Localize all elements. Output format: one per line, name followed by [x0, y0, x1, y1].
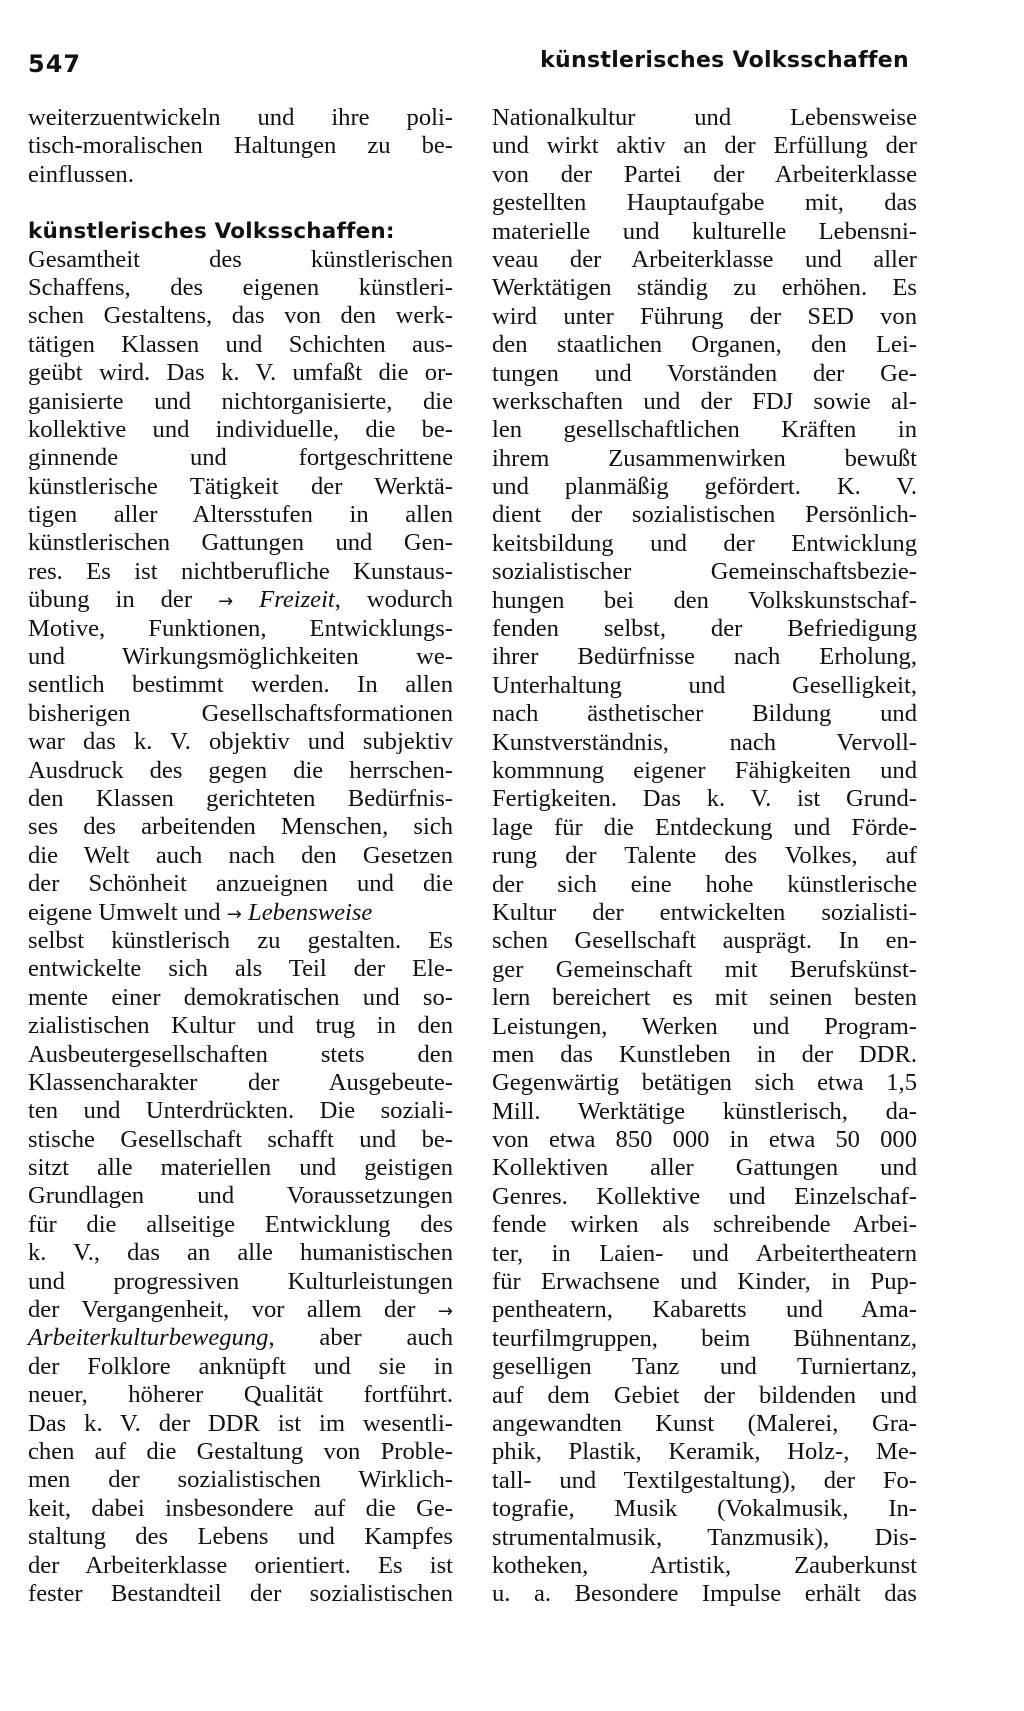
text-segment: übung in der [28, 586, 193, 614]
arrow-icon: → [437, 1301, 453, 1323]
text-line: von der Partei der Arbeiterklasse [492, 160, 917, 188]
text-line: fende wirken als schreibende Arbei- [492, 1211, 917, 1239]
text-line: veau der Arbeiterklasse und aller [492, 245, 917, 273]
text-line: ses des arbeitenden Menschen, sich [28, 813, 453, 841]
text-line: Ausdruck des gegen die herrschen- [28, 756, 453, 784]
text-line [28, 899, 453, 927]
text-line: kommnung eigener Fähigkeiten und [492, 756, 917, 784]
text-line: auf dem Gebiet der bildenden und [492, 1381, 917, 1409]
text-line: keitsbildung und der Entwicklung [492, 529, 917, 557]
text-line: dient der sozialistischen Persönlich- [492, 501, 917, 529]
text-line: für die allseitige Entwicklung des [28, 1210, 453, 1238]
text-line: len gesellschaftlichen Kräften in [492, 416, 917, 444]
text-line: tisch-moralischen Haltungen zu be- [28, 132, 453, 160]
text-line: zialistischen Kultur und trug in den [28, 1012, 453, 1040]
text-line: den Klassen gerichteten Bedürfnis- [28, 784, 453, 812]
text-line: ten und Unterdrückten. Die soziali- [28, 1097, 453, 1125]
text-line: den staatlichen Organen, den Lei- [492, 331, 917, 359]
text-line: sentlich bestimmt werden. In allen [28, 671, 453, 699]
text-line: rung der Talente des Volkes, auf [492, 842, 917, 870]
text-line: Kunstverständnis, nach Vervoll- [492, 728, 917, 756]
text-line: ter, in Laien- und Arbeitertheatern [492, 1239, 917, 1267]
text-line: Ausbeutergesellschaften stets den [28, 1040, 453, 1068]
text-line: Grundlagen und Voraussetzungen [28, 1182, 453, 1210]
text-line: staltung des Lebens und Kampfes [28, 1523, 453, 1551]
text-line: fester Bestandteil der sozialistischen [28, 1579, 453, 1607]
text-line: ihrem Zusammenwirken bewußt [492, 444, 917, 472]
text-line: lage für die Entdeckung und Förde- [492, 813, 917, 841]
text-line [28, 586, 453, 614]
text-line: bisherigen Gesellschaftsformationen [28, 699, 453, 727]
paragraph-gap [28, 189, 453, 217]
text-line: tätigen Klassen und Schichten aus- [28, 330, 453, 358]
text-line: res. Es ist nichtberufliche Kunstaus- [28, 557, 453, 585]
text-line: der sich eine hohe künstlerische [492, 870, 917, 898]
text-line: der Folklore anknüpft und sie in [28, 1352, 453, 1380]
text-line: einflussen. [28, 160, 134, 188]
text-line: ihrer Bedürfnisse nach Erholung, [492, 643, 917, 671]
text-line: selbst künstlerisch zu gestalten. Es [28, 926, 453, 954]
text-line: pentheatern, Kabaretts und Ama- [492, 1296, 917, 1324]
text-line: hungen bei den Volkskunstschaf- [492, 586, 917, 614]
text-line: und planmäßig gefördert. K. V. [492, 473, 917, 501]
text-line: sozialistischer Gemeinschaftsbezie- [492, 558, 917, 586]
text-line: künstlerischen Gattungen und Gen- [28, 529, 453, 557]
text-segment: , aber auch [268, 1324, 453, 1352]
text-line: die Welt auch nach den Gesetzen [28, 841, 453, 869]
text-line: und Wirkungsmöglichkeiten we- [28, 643, 453, 671]
text-line: geselligen Tanz und Turniertanz, [492, 1353, 917, 1381]
running-head: künstlerisches Volksschaffen [540, 48, 909, 73]
text-line: fenden selbst, der Befriedigung [492, 615, 917, 643]
text-line: künstlerische Tätigkeit der Werktä- [28, 472, 453, 500]
cross-reference-freizeit[interactable]: Freizeit [259, 586, 335, 614]
text-line: Kollektiven aller Gattungen und [492, 1154, 917, 1182]
text-line: von etwa 850 000 in etwa 50 000 [492, 1126, 917, 1154]
text-line: schen Gesellschaft ausprägt. In en- [492, 927, 917, 955]
text-line: Gesamtheit des künstlerischen [28, 245, 453, 273]
text-line: k. V., das an alle humanistischen [28, 1239, 453, 1267]
text-line: Schaffens, des eigenen künstleri- [28, 273, 453, 301]
text-line: Mill. Werktätige künstlerisch, da- [492, 1097, 917, 1125]
text-line: stische Gesellschaft schafft und be- [28, 1125, 453, 1153]
entry-headword: künstlerisches Volksschaffen: [28, 219, 395, 245]
text-line: tografie, Musik (Vokalmusik, In- [492, 1495, 917, 1523]
text-line: tigen aller Altersstufen in allen [28, 501, 453, 529]
text-line: Motive, Funktionen, Entwicklungs- [28, 614, 453, 642]
text-line: teurfilmgruppen, beim Bühnentanz, [492, 1324, 917, 1352]
text-line: und wirkt aktiv an der Erfüllung der [492, 132, 917, 160]
text-line: für Erwachsene und Kinder, in Pup- [492, 1268, 917, 1296]
text-line: gestellten Hauptaufgabe mit, das [492, 189, 917, 217]
cross-reference-lebensweise[interactable]: Lebensweise [248, 898, 373, 926]
text-line: Kultur der entwickelten sozialisti- [492, 898, 917, 926]
text-line: neuer, höherer Qualität fortführt. [28, 1381, 453, 1409]
text-line: mente einer demokratischen und so- [28, 983, 453, 1011]
text-line: Gegenwärtig betätigen sich etwa 1,5 [492, 1069, 917, 1097]
text-line: werkschaften und der FDJ sowie al- [492, 387, 917, 415]
text-line [28, 1296, 453, 1324]
text-line: strumentalmusik, Tanzmusik), Dis- [492, 1523, 917, 1551]
text-line: und progressiven Kulturleistungen [28, 1267, 453, 1295]
text-line: men der sozialistischen Wirklich- [28, 1466, 453, 1494]
text-line: kollektive und individuelle, die be- [28, 415, 453, 443]
text-line: ganisierte und nichtorganisierte, die [28, 387, 453, 415]
text-line: sitzt alle materiellen und geistigen [28, 1154, 453, 1182]
text-line: war das k. V. objektiv und subjektiv [28, 728, 453, 756]
text-line: kotheken, Artistik, Zauberkunst [492, 1551, 917, 1579]
text-line: Werktätigen ständig zu erhöhen. Es [492, 274, 917, 302]
text-line: Das k. V. der DDR ist im wesentli- [28, 1409, 453, 1437]
text-line: wird unter Führung der SED von [492, 302, 917, 330]
text-line: angewandten Kunst (Malerei, Gra- [492, 1409, 917, 1437]
text-line: schen Gestaltens, das von den werk- [28, 302, 453, 330]
left-column [28, 104, 453, 1608]
text-line: Unterhaltung und Geselligkeit, [492, 671, 917, 699]
text-line: tall- und Textilgestaltung), der Fo- [492, 1466, 917, 1494]
text-line: der Arbeiterklasse orientiert. Es ist [28, 1551, 453, 1579]
text-line: u. a. Besondere Impulse erhält das [492, 1580, 917, 1608]
text-line: ger Gemeinschaft mit Berufskünst- [492, 955, 917, 983]
text-line: Nationalkultur und Lebensweise [492, 104, 917, 131]
cross-reference-arbeiterkulturbewegung[interactable]: Arbeiterkulturbewegung [28, 1324, 269, 1352]
text-line: lern bereichert es mit seinen besten [492, 984, 917, 1012]
entry-heading-line [28, 217, 453, 245]
text-line: entwickelte sich als Teil der Ele- [28, 955, 453, 983]
text-line: Genres. Kollektive und Einzelschaf- [492, 1182, 917, 1210]
text-line: nach ästhetischer Bildung und [492, 700, 917, 728]
text-line: der Schönheit anzueignen und die [28, 870, 453, 898]
text-segment: der Vergangenheit, vor allem der [28, 1296, 416, 1324]
text-line: tungen und Vorständen der Ge- [492, 359, 917, 387]
text-line: keit, dabei insbesondere auf die Ge- [28, 1494, 453, 1522]
text-line: weiterzuentwickeln und ihre poli- [28, 104, 453, 131]
text-line: materielle und kulturelle Lebensni- [492, 217, 917, 245]
text-line: men das Kunstleben in der DDR. [492, 1040, 917, 1068]
text-segment: eigene Umwelt und [28, 898, 221, 926]
arrow-icon: → [226, 903, 242, 925]
text-line: phik, Plastik, Keramik, Holz-, Me- [492, 1438, 917, 1466]
text-line [28, 1324, 453, 1352]
right-column [492, 104, 917, 1609]
text-line: ginnende und fortgeschrittene [28, 444, 453, 472]
text-line: Klassencharakter der Ausgebeute- [28, 1068, 453, 1096]
text-line: chen auf die Gestaltung von Proble- [28, 1437, 453, 1465]
text-line: geübt wird. Das k. V. umfaßt die or- [28, 359, 453, 387]
text-line: Leistungen, Werken und Program- [492, 1012, 917, 1040]
text-line: Fertigkeiten. Das k. V. ist Grund- [492, 785, 917, 813]
page-number: 547 [28, 50, 82, 78]
text-segment: , wodurch [334, 586, 453, 614]
arrow-icon: → [218, 591, 234, 613]
